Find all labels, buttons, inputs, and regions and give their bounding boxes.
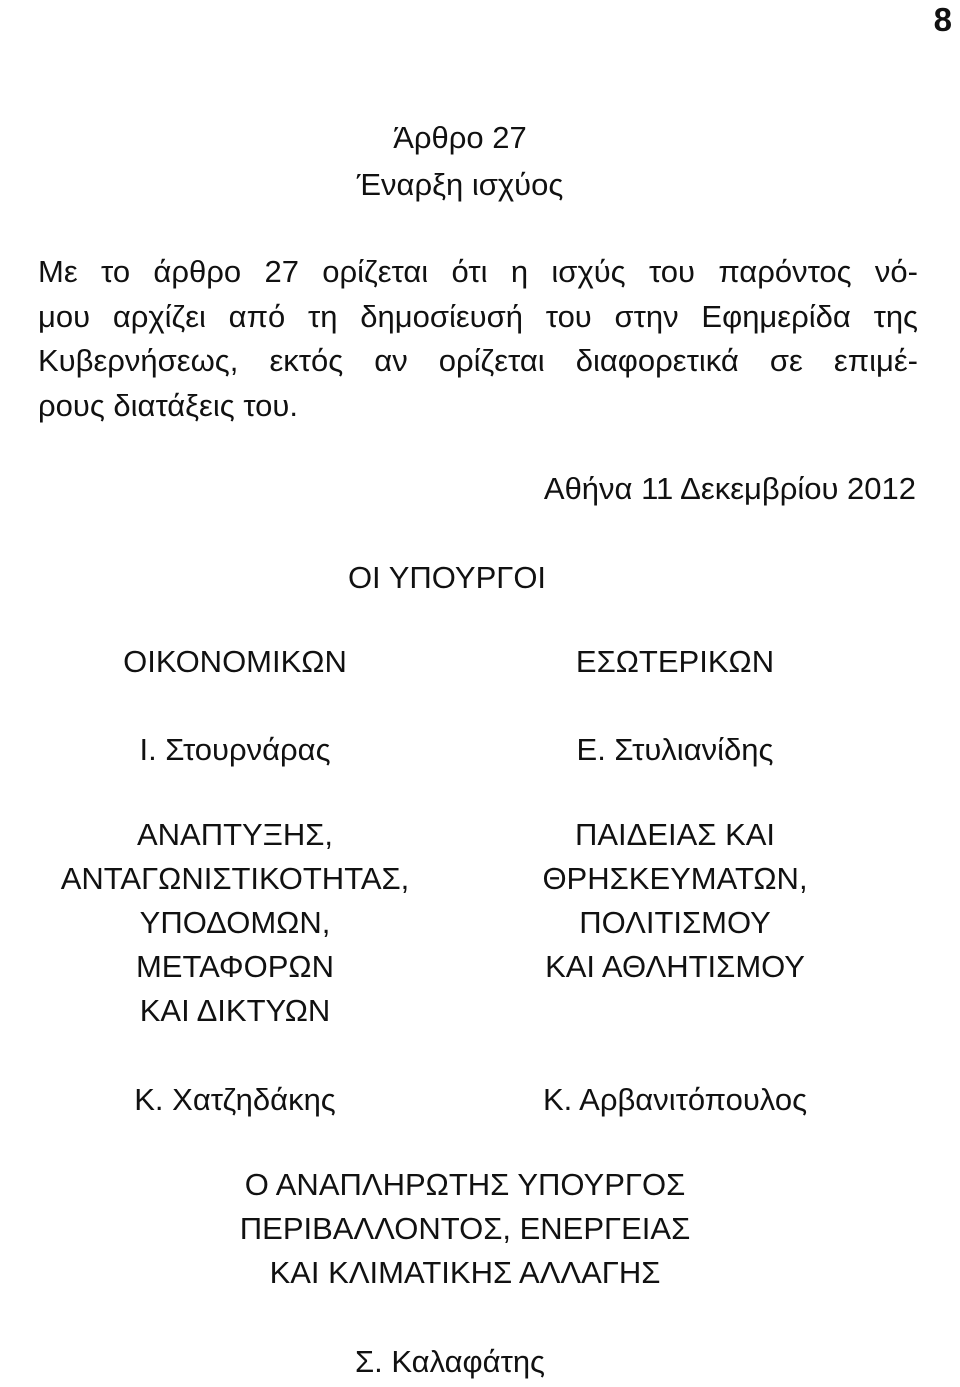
deputy-minister-name: Σ. Καλαφάτης [354,1344,545,1379]
article-subtitle: Έναρξη ισχύος [356,167,564,202]
ministry-line: ΥΠΟΔΟΜΩΝ, [139,905,331,940]
ministry-line: ΠΟΛΙΤΙΣΜΟΥ [579,905,771,940]
article-title: Άρθρο 27 [393,120,527,155]
ministry-line: ΑΝΑΠΤΥΞΗΣ, [136,817,334,852]
body-line: Με το άρθρο 27 ορίζεται ότι η ισχύς του παρόντος νό- [38,254,918,289]
body-line: ρους διατάξεις του. [38,387,298,423]
date-line: Αθήνα 11 Δεκεμβρίου 2012 [543,471,916,506]
deputy-title-line: ΠΕΡΙΒΑΛΛΟΝΤΟΣ, ΕΝΕΡΓΕΙΑΣ [239,1211,691,1246]
body-line: Κυβερνήσεως, εκτός αν ορίζεται διαφορετικά σε επιμέ- [38,343,918,378]
right-ministry-title: ΕΣΩΤΕΡΙΚΩΝ [575,644,775,679]
left-minister-name: Ι. Στουρνάρας [139,732,331,767]
deputy-title-line: ΚΑΙ ΚΛΙΜΑΤΙΚΗΣ ΑΛΛΑΓΗΣ [269,1255,661,1290]
ministry-line: ΑΝΤΑΓΩΝΙΣΤΙΚΟΤΗΤΑΣ, [60,861,410,896]
page-number: 8 [933,1,952,38]
right-minister-2-name: Κ. Αρβανιτόπουλος [542,1082,808,1117]
ministry-line: ΜΕΤΑΦΟΡΩΝ [135,949,334,984]
left-ministry-title: ΟΙΚΟΝΟΜΙΚΩΝ [123,644,347,679]
ministry-line: ΠΑΙΔΕΙΑΣ ΚΑΙ [574,817,776,852]
body-line: μου αρχίζει από τη δημοσίευσή του στην Εφημερίδα της [38,298,918,334]
ministry-line: ΘΡΗΣΚΕΥΜΑΤΩΝ, [542,861,808,896]
ministry-line: ΚΑΙ ΔΙΚΤΥΩΝ [139,993,331,1028]
right-minister-name: Ε. Στυλιανίδης [576,732,774,767]
deputy-title-line: Ο ΑΝΑΠΛΗΡΩΤΗΣ ΥΠΟΥΡΓΟΣ [244,1167,686,1202]
left-minister-2-name: Κ. Χατζηδάκης [134,1082,336,1117]
ministry-line: ΚΑΙ ΑΘΛΗΤΙΣΜΟΥ [545,949,805,984]
article-body [38,250,918,428]
deputy-minister-title [80,1163,850,1295]
ministers-heading: ΟΙ ΥΠΟΥΡΓΟΙ [347,560,547,595]
right-ministry-2-title [470,813,880,989]
left-ministry-2-title [30,813,440,1033]
